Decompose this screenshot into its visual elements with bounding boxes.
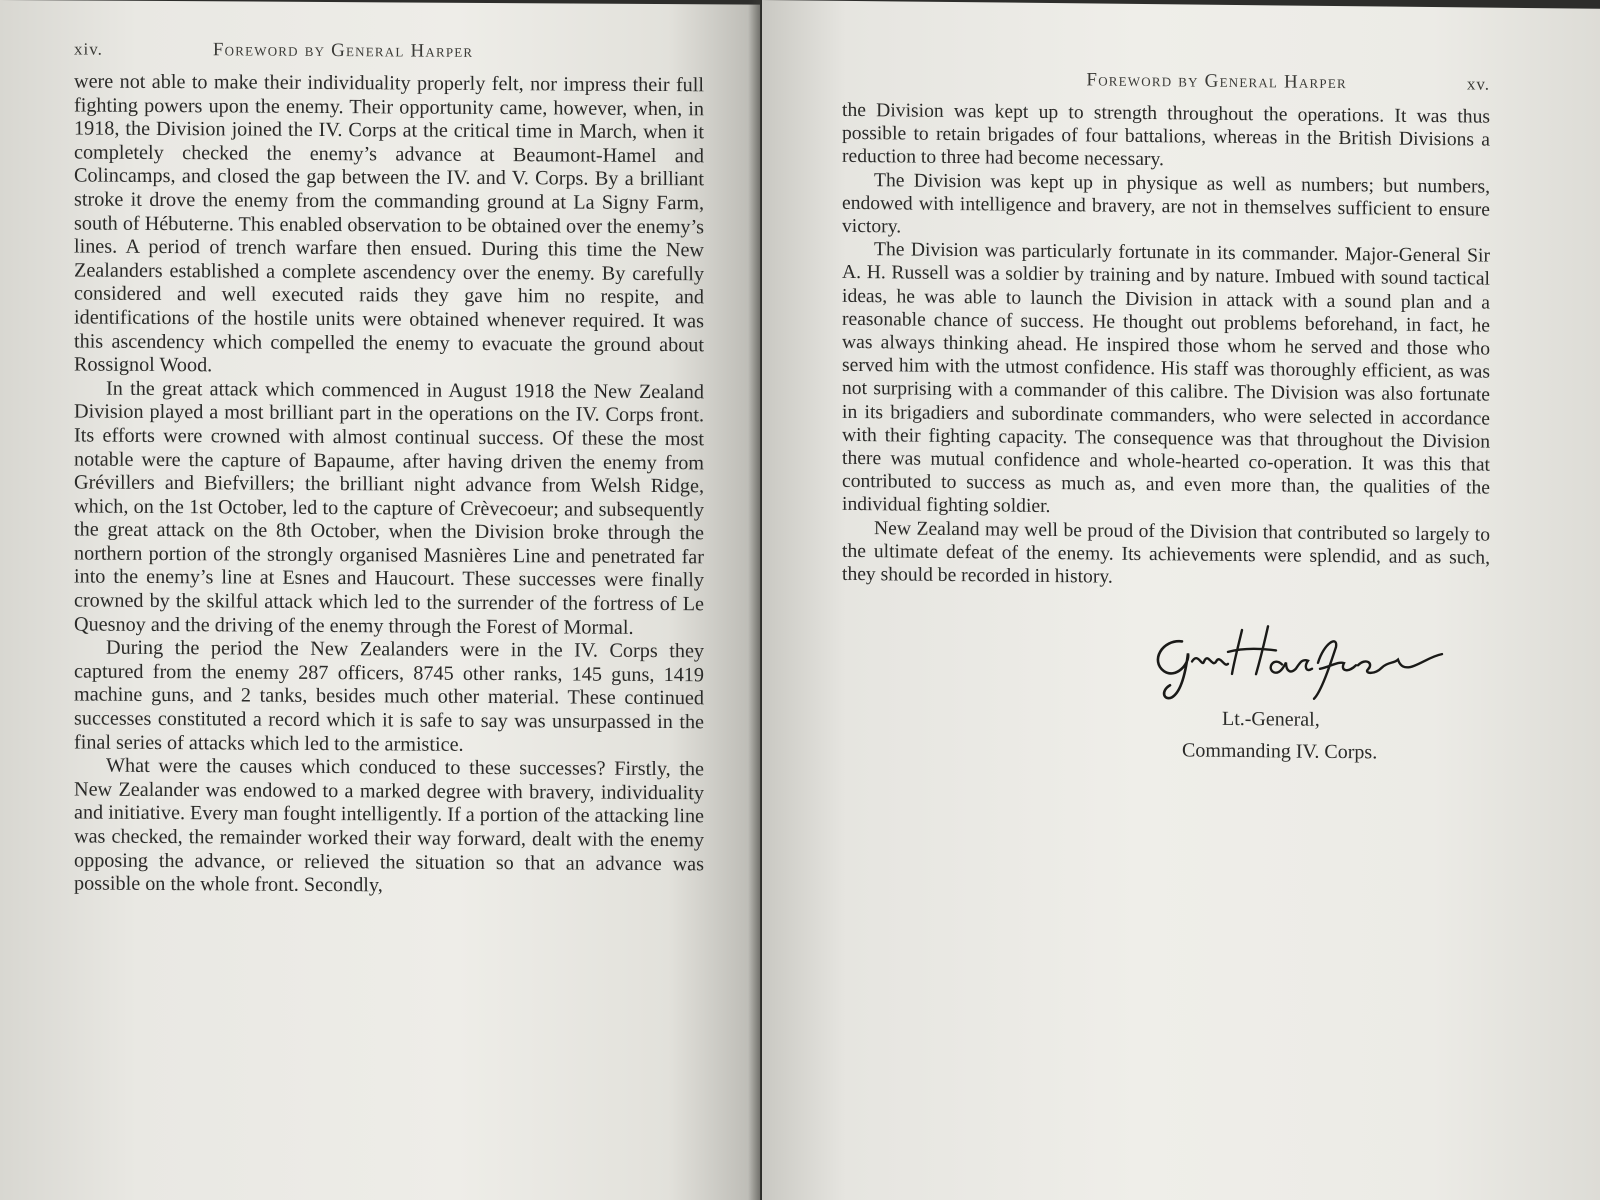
left-paragraph-2: In the great attack which commenced in August 1918 the New Zealand Division played a most brilliant part in the operations on the IV. Corps front. Its efforts were crowned with almost continual success. Of these the most notable were the capture of Bapaume, after having driven the enemy from Grévillers and Biefvillers; the brilliant night advance from Welsh Ridge, which, on the 1st October, led to the capture of Crèvecoeur; and subsequently the great attack on the 8th October, when the Division broke through the northern portion of the strongly organised Masnières Line and penetrated far into the enemy’s line at Esnes and Haucourt. These successes were finally crowned by the skilful attack which led to the surrender of the fortress of Le Quesnoy and the driving of the enemy through the Forest of Mormal.	[74, 377, 704, 639]
right-paragraph-4: New Zealand may well be proud of the Division that contributed so largely to the ultimate defeat of the enemy. Its achievements were splendid, and as such, they should be recorded in history.	[842, 517, 1490, 588]
left-running-title: Foreword by General Harper	[212, 39, 474, 62]
left-paragraph-4: What were the causes which conduced to these successes? Firstly, the New Zealander was endowed to a marked degree with bravery, individuality and initiative. Every man fought intelligently. If a portion of the attacking line was checked, the remainder worked their way forward, dealt with the enemy opposing the advance, or relieved the situation so that an advance was possible on the whole front. Secondly,	[74, 754, 704, 897]
right-paragraph-1: the Division was kept up to strength throughout the operations. It was thus possible to retain brigades of four battalions, whereas in the British Divisions a reduction to three had become necessary.	[842, 99, 1490, 171]
right-body-text	[842, 99, 1490, 593]
right-page	[762, 0, 1600, 1200]
left-page	[0, 0, 760, 1200]
right-paragraph-3: The Division was particularly fortunate in its commander. Major-General Sir A. H. Russell was a soldier by training and by nature. Imbued with sound tactical ideas, he was able to launch the Division in attack with a sound plan and a reasonable chance of success. He thought out problems beforehand, in fact, he was always thinking ahead. He inspired those whom he served and those who served him with the utmost confidence. His staff was thoroughly efficient, as was not surprising with a commander of this calibre. The Division was also fortunate in its brigadiers and subordinate commanders, who were selected in accordance with their fighting capacity. The consequence was that throughout the Division there was mutual confidence and whole-hearted co-operation. It was this that contributed to success as much as, and even more than, the qualities of the individual fighting soldier.	[842, 239, 1490, 518]
left-body-text	[74, 70, 704, 900]
signatory-command: Commanding IV. Corps.	[1182, 739, 1378, 764]
signatory-rank: Lt.-General,	[1222, 708, 1320, 732]
right-page-number: xv.	[1466, 74, 1490, 94]
handwritten-signature	[1142, 611, 1462, 704]
signature-drawing	[1142, 611, 1462, 704]
signature-block	[842, 608, 1490, 815]
right-running-head	[842, 67, 1490, 96]
right-running-title: Foreword by General Harper	[1086, 69, 1347, 94]
right-paragraph-2: The Division was kept up in physique as well as numbers; but numbers, endowed with intelligence and bravery, are not in themselves sufficient to ensure victory.	[842, 169, 1490, 238]
left-paragraph-1: were not able to make their individuality properly felt, nor impress their full fighting powers upon the enemy. Their opportunity came, however, when, in 1918, the Division joined the IV. Corps at the critical time in March, when it completely checked the enemy’s advance at Beaumont-Hamel and Colincamps, and closed the gap between the IV. and V. Corps. By a brilliant stroke it drove the enemy from the commanding ground at La Signy Farm, south of Hébuterne. This enabled observation to be obtained over the enemy’s lines. A period of trench warfare then ensued. During this time the New Zealanders established a complete ascendency over the enemy. By carefully considered and well executed raids they gave him no respite, and identifications of the hostile units were obtained whenever required. It was this ascendency which compelled the enemy to evacuate the ground about Rossignol Wood.	[74, 70, 704, 377]
left-running-head	[74, 38, 704, 64]
left-page-number: xiv.	[74, 39, 103, 59]
left-paragraph-3: During the period the New Zealanders were in the IV. Corps they captured from the enemy 287 officers, 8745 other ranks, 145 guns, 1419 machine guns, and 2 tanks, besides much other material. These continued successes constituted a record which it is safe to say was unsurpassed in the final series of attacks which led to the armistice.	[74, 636, 704, 756]
